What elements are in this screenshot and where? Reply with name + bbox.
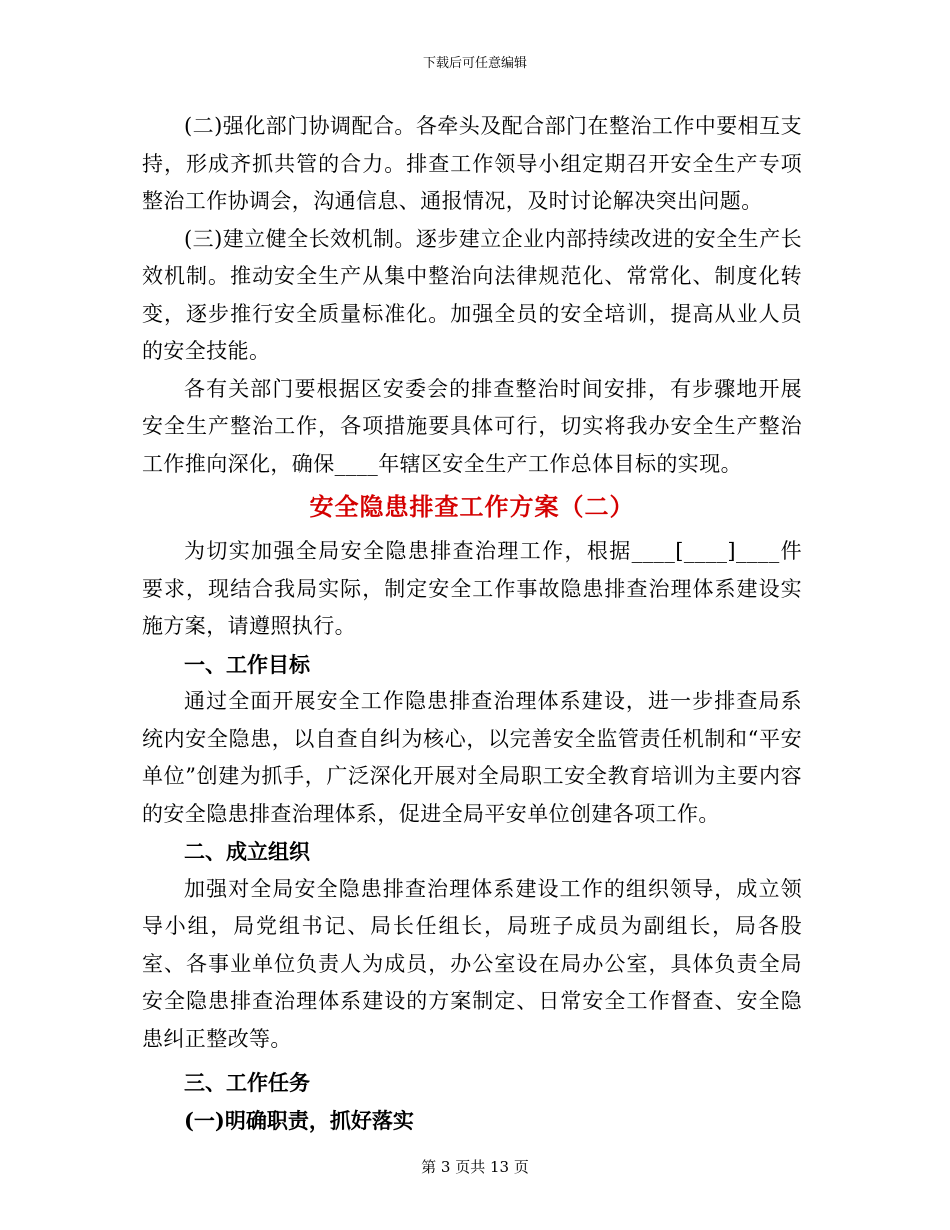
paragraph-coordination: (二)强化部门协调配合。各牵头及配合部门在整治工作中要相互支持，形成齐抓共管的合力。排查工作领导小组定期召开安全生产专项整治工作协调会，沟通信息、通报情况，及时讨论解决突出问题。 (142, 114, 802, 213)
paragraph-long-term-mechanism: (三)建立健全长效机制。逐步建立企业内部持续改进的安全生产长效机制。推动安全生产从集中整治向法律规范化、常常化、制度化转变，逐步推行安全质量标准化。加强全员的安全培训，提高从业人员的安全技能。 (142, 226, 802, 363)
header-note: 下载后可任意编辑 (422, 56, 527, 71)
section-title: 安全隐患排查工作方案（二） (309, 492, 635, 521)
paragraph-work-goal: 通过全面开展安全工作隐患排查治理体系建设，进一步排查局系统内安全隐患，以自查自纠为核心，以完善安全监管责任机制和“平安单位”创建为抓手，广泛深化开展对全局职工安全教育培训为主要内容的安全隐患排查治理体系，促进全局平安单位创建各项工作。 (142, 689, 802, 826)
document-body (142, 108, 802, 1139)
page-number: 第 3 页共 13 页 (421, 1158, 529, 1176)
heading-work-goal: 一、工作目标 (184, 651, 310, 677)
heading-work-tasks: 三、工作任务 (184, 1070, 310, 1095)
paragraph-organization: 加强对全局安全隐患排查治理体系建设工作的组织领导，成立领导小组，局党组书记、局长任组长，局班子成员为副组长，局各股室、各事业单位负责人为成员，办公室设在局办公室，具体负责全局安全隐患排查治理体系建设的方案制定、日常安全工作督查、安全隐患纠正整改等。 (142, 876, 802, 1051)
paragraph-intro: 为切实加强全局安全隐患排查治理工作，根据____[____]____件要求，现结合我局实际，制定安全工作事故隐患排查治理体系建设实施方案，请遵照执行。 (142, 539, 802, 638)
heading-organization: 二、成立组织 (184, 839, 310, 864)
paragraph-arrangement: 各有关部门要根据区安委会的排查整治时间安排，有步骤地开展安全生产整治工作，各项措施要具体可行，切实将我办安全生产整治工作推向深化，确保____年辖区安全生产工作总体目标的实现。 (142, 376, 802, 476)
heading-clarify-duties: (一)明确职责，抓好落实 (184, 1107, 414, 1133)
